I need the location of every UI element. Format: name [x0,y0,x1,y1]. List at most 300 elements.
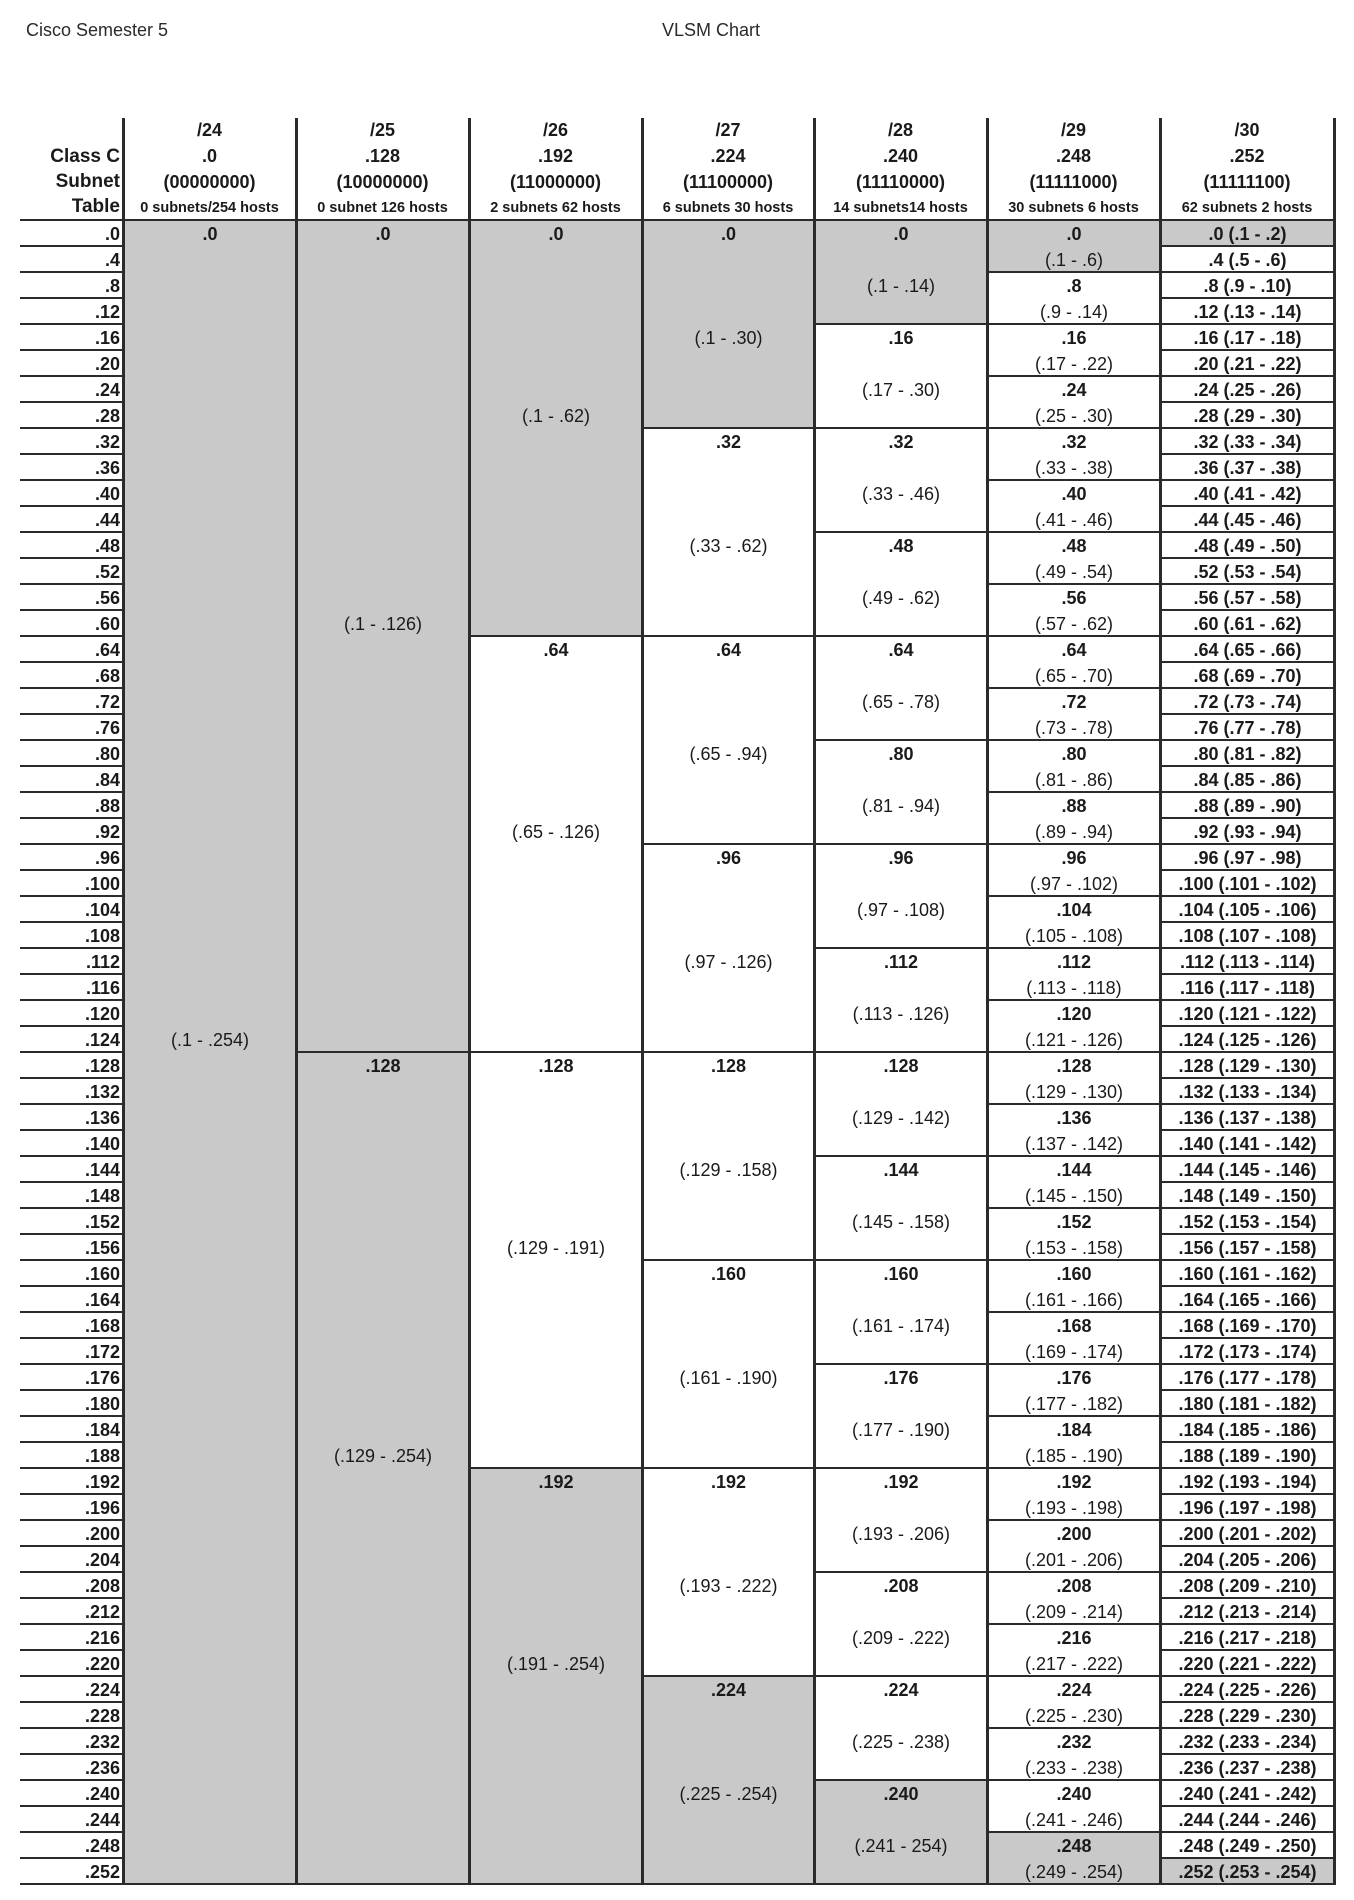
subnet-block [989,741,1159,793]
subnet-block [1162,1521,1333,1547]
row-label: .248 [84,1836,120,1856]
subnet-network: .0 [202,224,218,244]
subnet-block [125,221,295,1885]
col-mask: .0 [201,146,217,166]
subnet-block [1162,1625,1333,1651]
subnet-network: .248 (.249 - .250) [1178,1836,1317,1856]
col-mask: .248 [1055,146,1092,166]
subnet-range: (.65 - .94) [689,744,768,764]
subnet-network: .64 [543,640,569,660]
subnet-network: .32 [715,432,742,452]
subnet-block [989,1209,1159,1261]
subnet-block [1162,1339,1333,1365]
subnet-network: .16 [1061,328,1087,348]
subnet-block [816,637,986,741]
col-binary: (11111000) [1029,172,1118,192]
subnet-block [1162,247,1333,273]
subnet-block [816,1261,986,1365]
subnet-range: (.1 - .14) [866,276,936,296]
subnet-block [1162,1599,1333,1625]
subnet-block [989,1729,1159,1781]
subnet-block [989,1781,1159,1833]
subnet-network: .64 [888,640,914,660]
subnet-block [644,1677,813,1885]
subnet-range: (.33 - .38) [1034,458,1114,478]
subnet-block [1162,1729,1333,1755]
subnet-network: .120 (.121 - .122) [1178,1004,1317,1024]
subnet-block [1162,1469,1333,1495]
column-divider [1159,118,1162,1885]
subnet-block [989,689,1159,741]
column-divider [986,118,989,1885]
subnet-block [1162,1547,1333,1573]
col-prefix: /26 [542,120,569,140]
subnet-range: (.81 - .86) [1034,770,1114,790]
subnet-network: .48 (.49 - .50) [1193,536,1302,556]
subnet-range: (.209 - .214) [1024,1602,1124,1622]
subnet-network: .120 [1056,1004,1092,1024]
subnet-network: .252 (.253 - .254) [1178,1862,1317,1882]
subnet-network: .8 (.9 - .10) [1203,276,1292,296]
subnet-block [816,1677,986,1781]
subnet-network: .124 (.125 - .126) [1178,1030,1317,1050]
row-label: .208 [84,1576,120,1596]
subnet-block [1162,429,1333,455]
subnet-range: (.81 - .94) [861,796,941,816]
subnet-block [1162,819,1333,845]
header-rule [20,219,1334,221]
row-label: .100 [84,874,120,894]
row-label: .72 [94,692,120,712]
subnet-range: (.57 - .62) [1034,614,1114,634]
row-label: .140 [84,1134,120,1154]
subnet-network: .112 [1056,952,1092,972]
subnet-network: .112 [883,952,919,972]
subnet-network: .192 [710,1472,747,1492]
row-label: .160 [84,1264,120,1284]
subnet-block [644,221,813,429]
row-label: .188 [84,1446,120,1466]
subnet-network: .96 [1061,848,1087,868]
subnet-block [1162,221,1333,247]
subnet-block [1162,715,1333,741]
row-label: .36 [94,458,120,478]
row-label: .192 [84,1472,120,1492]
subnet-block [816,1053,986,1157]
subnet-block [989,637,1159,689]
subnet-network: .96 [715,848,742,868]
row-label: .224 [84,1680,120,1700]
subnet-network: .80 (.81 - .82) [1193,744,1302,764]
subnet-block [644,1469,813,1677]
subnet-block [989,1313,1159,1365]
subnet-network: .48 [1061,536,1087,556]
row-label: .204 [84,1550,120,1570]
subnet-block [816,1573,986,1677]
subnet-network: .164 (.165 - .166) [1178,1290,1317,1310]
subnet-block [471,1053,641,1469]
subnet-block [816,845,986,949]
subnet-network: .76 (.77 - .78) [1193,718,1302,738]
subnet-block [1162,1651,1333,1677]
col-note: 6 subnets 30 hosts [662,200,794,216]
subnet-network: .188 (.189 - .190) [1178,1446,1317,1466]
subnet-range: (.193 - .206) [851,1524,951,1544]
column-header [987,118,1160,221]
subnet-block [1162,1781,1333,1807]
subnet-block [1162,325,1333,351]
subnet-block [989,1001,1159,1053]
subnet-network: .192 (.193 - .194) [1178,1472,1317,1492]
subnet-network: .160 [883,1264,919,1284]
column-header [296,118,469,221]
subnet-network: .64 [715,640,742,660]
row-label: .52 [94,562,120,582]
subnet-block [1162,793,1333,819]
subnet-network: .224 (.225 - .226) [1178,1680,1317,1700]
subnet-network: .24 (.25 - .26) [1193,380,1302,400]
subnet-range: (.129 - .158) [679,1160,778,1180]
subnet-block [1162,1235,1333,1261]
subnet-network: .96 [888,848,914,868]
column-divider [1333,118,1336,1885]
subnet-block [471,1469,641,1885]
subnet-network: .240 [883,1784,919,1804]
subnet-range: (.65 - .78) [861,692,941,712]
subnet-block [1162,585,1333,611]
subnet-network: .8 [1066,276,1082,296]
subnet-network: .0 [1066,224,1082,244]
subnet-network: .104 [1056,900,1092,920]
row-label: .8 [104,276,120,296]
subnet-range: (.161 - .174) [851,1316,951,1336]
row-label: .112 [85,952,120,972]
subnet-range: (.129 - .254) [333,1446,433,1466]
subnet-block [989,481,1159,533]
subnet-network: .208 [1056,1576,1092,1596]
subnet-block [1162,741,1333,767]
subnet-range: (.137 - .142) [1024,1134,1124,1154]
subnet-range: (.113 - .126) [852,1004,950,1024]
subnet-network: .192 [538,1472,574,1492]
subnet-network: .128 [710,1056,747,1076]
subnet-block [816,533,986,637]
subnet-network: .40 (.41 - .42) [1193,484,1302,504]
column-header [814,118,987,221]
subnet-network: .68 (.69 - .70) [1193,666,1302,686]
subnet-network: .192 [1056,1472,1092,1492]
col-mask: .240 [882,146,919,166]
subnet-block [1162,1261,1333,1287]
subnet-block [1162,949,1333,975]
subnet-network: .44 (.45 - .46) [1193,510,1302,530]
subnet-range: (.49 - .62) [861,588,941,608]
subnet-block [1162,1209,1333,1235]
subnet-network: .176 [1056,1368,1092,1388]
row-label: .20 [94,354,120,374]
col-binary: (11110000) [855,172,946,192]
subnet-network: .0 (.1 - .2) [1208,224,1287,244]
subnet-network: .196 (.197 - .198) [1178,1498,1317,1518]
subnet-block [1162,1573,1333,1599]
subnet-block [1162,299,1333,325]
subnet-range: (.1 - .254) [170,1030,250,1050]
row-label: .84 [94,770,120,790]
subnet-block [644,1261,813,1469]
subnet-block [1162,507,1333,533]
subnet-block [989,1521,1159,1573]
row-label: .28 [94,406,120,426]
page-header [0,0,1354,80]
col-mask: .224 [710,146,746,166]
subnet-block [1162,559,1333,585]
subnet-block [1162,1755,1333,1781]
subnet-block [989,1417,1159,1469]
subnet-network: .160 [1056,1264,1092,1284]
subnet-network: .136 [1056,1108,1092,1128]
subnet-block [1162,455,1333,481]
subnet-block [1162,1287,1333,1313]
row-label: .108 [84,926,120,946]
subnet-network: .136 (.137 - .138) [1178,1108,1317,1128]
subnet-network: .228 (.229 - .230) [1178,1706,1317,1726]
row-label: .220 [84,1654,120,1674]
subnet-network: .64 (.65 - .66) [1193,640,1302,660]
subnet-network: .172 (.173 - .174) [1178,1342,1317,1362]
subnet-block [1162,1183,1333,1209]
subnet-network: .84 (.85 - .86) [1193,770,1302,790]
subnet-network: .60 (.61 - .62) [1193,614,1302,634]
subnet-network: .92 (.93 - .94) [1193,822,1302,842]
subnet-network: .176 [883,1368,919,1388]
subnet-network: .216 (.217 - .218) [1178,1628,1317,1648]
subnet-network: .184 [1056,1420,1092,1440]
subnet-block [816,741,986,845]
col-prefix: /30 [1234,120,1260,140]
subnet-range: (.177 - .190) [851,1420,951,1440]
row-label: .164 [84,1290,120,1310]
row-label: .132 [84,1082,120,1102]
subnet-range: (.1 - .30) [694,328,763,348]
col-note: 2 subnets 62 hosts [490,200,621,216]
subnet-network: .176 (.177 - .178) [1178,1368,1317,1388]
subnet-network: .244 (.244 - .246) [1178,1810,1317,1830]
row-label: .244 [84,1810,120,1830]
subnet-block [989,845,1159,897]
col-mask: .192 [537,146,574,166]
subnet-network: .156 (.157 - .158) [1178,1238,1317,1258]
subnet-network: .0 [548,224,564,244]
subnet-block [989,1625,1159,1677]
subnet-block [1162,481,1333,507]
column-divider [122,118,125,1885]
subnet-block [816,1365,986,1469]
subnet-range: (.209 - .222) [851,1628,951,1648]
subnet-range: (.1 - .126) [343,614,423,634]
row-label: .168 [84,1316,120,1336]
row-label: .80 [94,744,120,764]
subnet-network: .148 (.149 - .150) [1178,1186,1317,1206]
subnet-network: .220 (.221 - .222) [1178,1654,1317,1674]
subnet-block [644,845,813,1053]
subnet-block [1162,1157,1333,1183]
subnet-block [989,429,1159,481]
row-label: .60 [94,614,120,634]
subnet-block [1162,845,1333,871]
subnet-block [989,1053,1159,1105]
subnet-network: .4 (.5 - .6) [1208,250,1287,270]
subnet-block [989,793,1159,845]
subnet-block [989,1365,1159,1417]
subnet-network: .144 (.145 - .146) [1178,1160,1317,1180]
row-label: .240 [84,1784,120,1804]
row-label: .68 [94,666,120,686]
subnet-network: .56 [1061,588,1087,608]
subnet-block [816,429,986,533]
subnet-network: .144 [1056,1160,1092,1180]
subnet-range: (.1 - .6) [1044,250,1103,270]
subnet-network: .0 [720,224,736,244]
column-header [123,118,296,221]
subnet-range: (.217 - .222) [1024,1654,1124,1674]
col-mask: .252 [1229,146,1265,166]
col-prefix: /27 [715,120,741,140]
subnet-block [1162,637,1333,663]
subnet-block [989,949,1159,1001]
col-binary: (00000000) [163,172,256,192]
subnet-block [1162,1417,1333,1443]
subnet-network: .32 (.33 - .34) [1193,432,1302,452]
subnet-range: (.225 - .230) [1024,1706,1124,1726]
subnet-network: .88 [1061,796,1087,816]
subnet-range: (.233 - .238) [1024,1758,1124,1778]
column-divider [813,118,816,1885]
row-label: .176 [84,1368,120,1388]
row-label: .148 [84,1186,120,1206]
subnet-block [1162,273,1333,299]
col-mask: .128 [364,146,401,166]
subnet-block [1162,975,1333,1001]
subnet-block [989,897,1159,949]
row-label: .144 [84,1160,120,1180]
subnet-block [298,221,468,1053]
subnet-range: (.241 - .246) [1024,1810,1124,1830]
subnet-range: (.129 - .142) [851,1108,951,1128]
subnet-range: (.105 - .108) [1024,926,1124,946]
subnet-block [1162,663,1333,689]
row-label: .12 [94,302,120,322]
subnet-network: .48 [888,536,914,556]
subnet-network: .16 [888,328,914,348]
subnet-range: (.121 - .126) [1024,1030,1124,1050]
subnet-network: .224 [1056,1680,1092,1700]
subnet-block [989,585,1159,637]
subnet-range: (.73 - .78) [1034,718,1114,738]
row-label: .88 [94,796,120,816]
column-header [642,118,814,221]
subnet-block [1162,1001,1333,1027]
subnet-block [1162,377,1333,403]
subnet-network: .20 (.21 - .22) [1193,354,1302,374]
subnet-network: .208 [883,1576,919,1596]
chart-title: VLSM Chart [662,20,761,40]
subnet-network: .0 [375,224,391,244]
subnet-network: .28 (.29 - .30) [1193,406,1302,426]
subnet-range: (.193 - .222) [679,1576,778,1596]
subnet-range: (.191 - .254) [506,1654,606,1674]
row-label: .128 [84,1056,120,1076]
subnet-block [816,221,986,325]
subnet-range: (.169 - .174) [1024,1342,1124,1362]
subnet-block [1162,403,1333,429]
row-label: .96 [94,848,120,868]
subnet-range: (.249 - .254) [1024,1862,1124,1882]
subnet-range: (.225 - .254) [679,1784,778,1804]
subnet-block [989,1573,1159,1625]
subnet-block [989,221,1159,273]
subnet-network: .240 [1056,1784,1092,1804]
row-label: .228 [84,1706,120,1726]
subnet-network: .232 [1056,1732,1092,1752]
subnet-network: .32 [1061,432,1087,452]
subnet-range: (.129 - .191) [506,1238,606,1258]
subnet-network: .88 (.89 - .90) [1193,796,1302,816]
row-label: .76 [94,718,120,738]
subnet-network: .40 [1061,484,1087,504]
subnet-range: (.97 - .102) [1029,874,1119,894]
subnet-network: .208 (.209 - .210) [1178,1576,1317,1596]
subnet-range: (.97 - .108) [856,900,946,920]
subnet-range: (.1 - .62) [521,406,591,426]
subnet-block [1162,767,1333,793]
subnet-network: .128 [883,1056,919,1076]
subnet-block [471,637,641,1053]
subnet-network: .52 (.53 - .54) [1193,562,1302,582]
subnet-block [1162,1703,1333,1729]
subnet-network: .192 [883,1472,919,1492]
subnet-network: .140 (.141 - .142) [1178,1134,1317,1154]
subnet-network: .116 (.117 - .118) [1179,978,1316,998]
subnet-range: (.177 - .182) [1024,1394,1124,1414]
subnet-block [989,533,1159,585]
subnet-block [989,1261,1159,1313]
subnet-range: (.17 - .30) [861,380,941,400]
row-label: .0 [104,224,120,244]
subnet-block [989,1677,1159,1729]
row-label: .116 [85,978,120,998]
subnet-range: (.65 - .70) [1034,666,1114,686]
row-label: .184 [84,1420,120,1440]
col-note: 0 subnet 126 hosts [317,200,448,216]
subnet-network: .216 [1056,1628,1092,1648]
row-label: .16 [94,328,120,348]
col-prefix: /28 [887,120,914,140]
subnet-network: .24 [1061,380,1087,400]
corner-line-2: Subnet [55,171,120,192]
subnet-network: .100 (.101 - .102) [1178,874,1317,894]
subnet-block [1162,611,1333,637]
subnet-block [644,429,813,637]
subnet-network: .180 (.181 - .182) [1178,1394,1317,1414]
subnet-network: .12 (.13 - .14) [1193,302,1302,322]
col-note: 30 subnets 6 hosts [1008,200,1139,216]
row-label: .40 [94,484,120,504]
subnet-range: (.41 - .46) [1034,510,1114,530]
subnet-network: .32 [888,432,914,452]
row-label: .120 [84,1004,120,1024]
column-divider [295,118,298,1885]
subnet-network: .160 (.161 - .162) [1178,1264,1317,1284]
